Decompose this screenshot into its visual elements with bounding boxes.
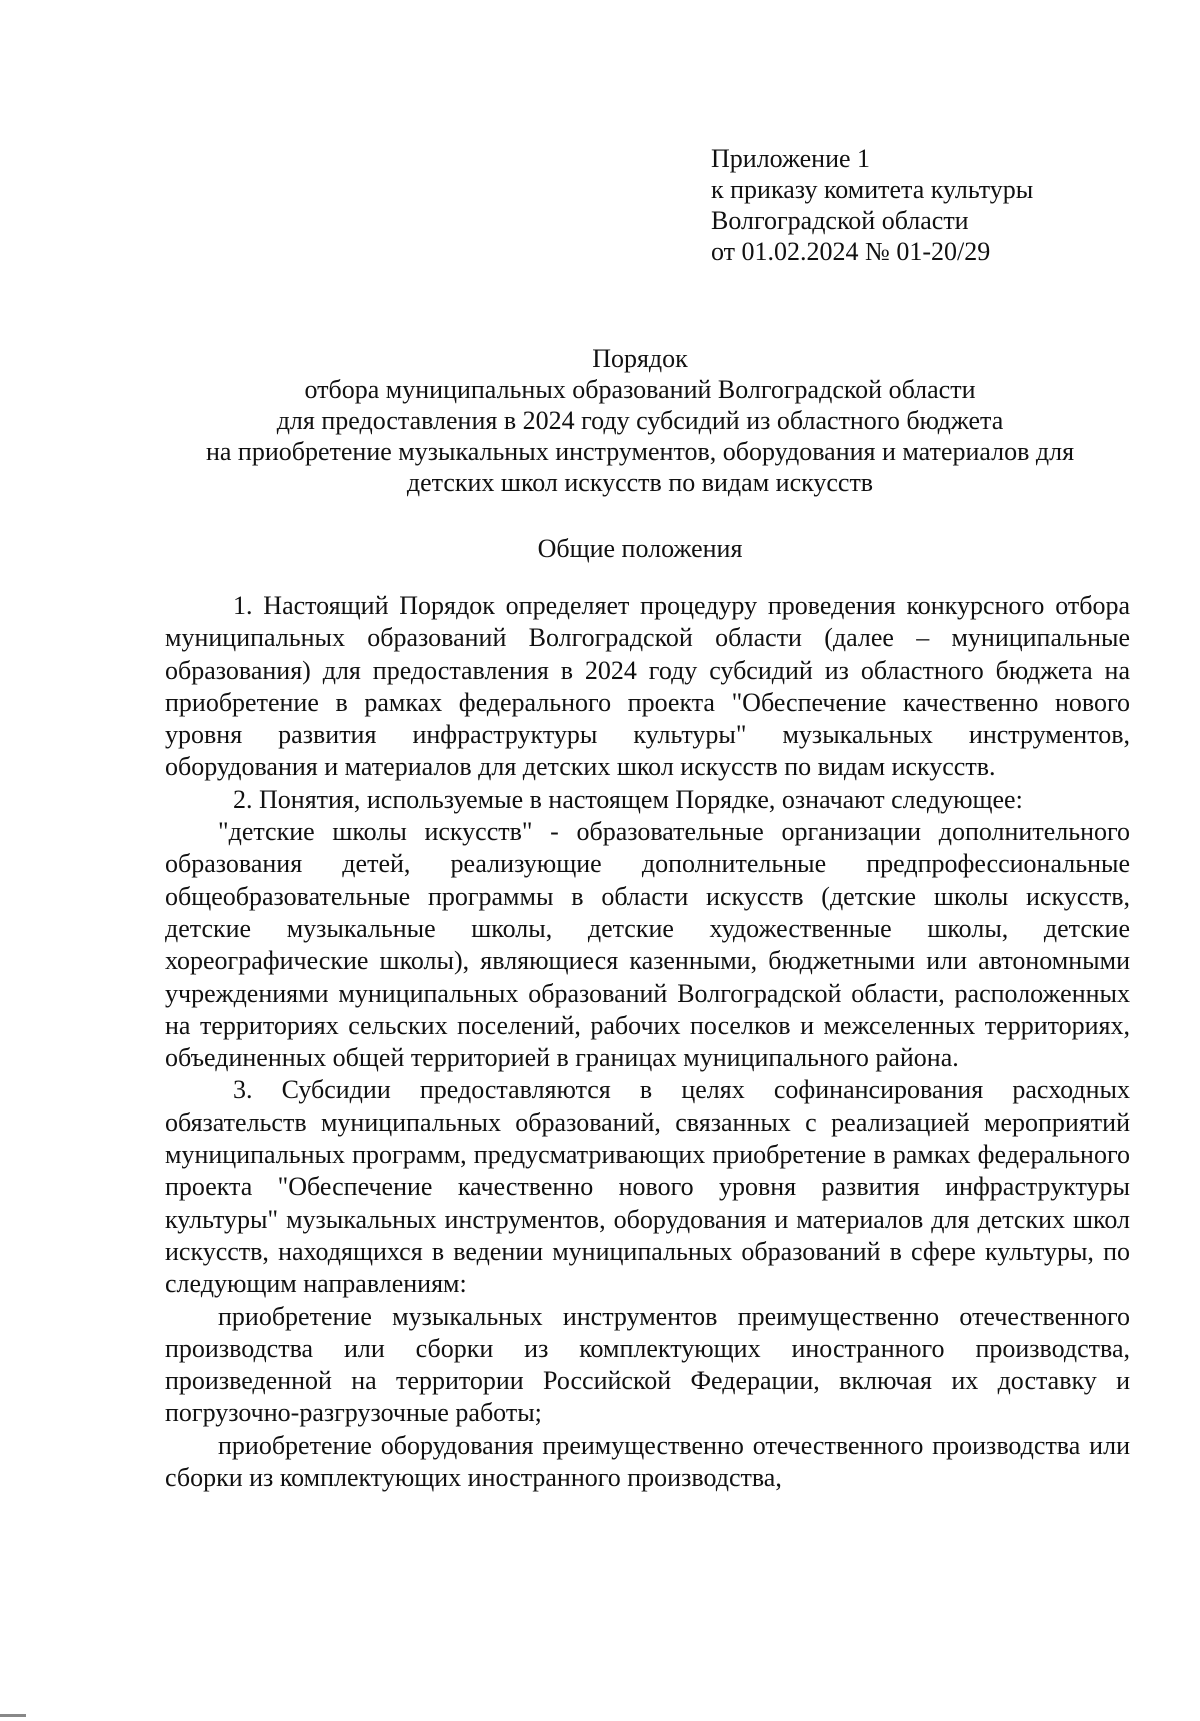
appendix-line-3: Волгоградской области [711,206,969,235]
appendix-line-1: Приложение 1 [711,144,871,173]
body-text [165,590,1130,1494]
paragraph-2: 2. Понятия, используемые в настоящем Порядке, означают следующее: [233,784,1023,814]
title-line-1: Порядок [592,344,688,373]
paragraph-3: 3. Субсидии предоставляются в целях софинансирования расходных обязательств муниципальных образований, связанных с реализацией мероприятий муниципальных программ, предусматривающих приобретение в рамках федерального проекта "Обеспечение качественно нового уровня развития инфраструктуры культуры" музыкальных инструментов, оборудования и материалов для детских школ искусств, находящихся в ведении муниципальных образований в сфере культуры, по следующим направлениям: [165,1075,1130,1299]
appendix-line-4: от 01.02.2024 № 01-20/29 [711,237,991,266]
title-line-5: детских школ искусств по видам искусств [406,468,874,497]
title-line-4: на приобретение музыкальных инструментов, оборудования и материалов для [205,437,1075,466]
appendix-line-2: к приказу комитета культуры [711,175,1034,204]
paragraph-direction-2: приобретение оборудования преимущественно отечественного производства или сборки из комплектующих иностранного производства, [165,1430,1130,1493]
scan-edge-mark [0,1714,26,1717]
title-line-3: для предоставления в 2024 году субсидий из областного бюджета [276,406,1004,435]
title-line-2: отбора муниципальных образований Волгоградской области [304,375,976,404]
appendix-header [711,143,1033,267]
document-title [160,343,1120,498]
paragraph-direction-1: приобретение музыкальных инструментов преимущественно отечественного производства или сборки из комплектующих иностранного производства, произведенной на территории Российской Федерации, включая их доставку и погрузочно-разгрузочные работы; [165,1301,1130,1428]
paragraph-1: 1. Настоящий Порядок определяет процедуру проведения конкурсного отбора муниципальных образований Волгоградской области (далее – муниципальные образования) для предоставления в 2024 году субсидий из областного бюджета на приобретение в рамках федерального проекта "Обеспечение качественно нового уровня развития инфраструктуры культуры" музыкальных инструментов, оборудования и материалов для детских школ искусств по видам искусств. [165,591,1130,782]
paragraph-definition: "детские школы искусств" - образовательные организации дополнительного образования детей, реализующие дополнительные предпрофессиональные общеобразовательные программы в области искусств (детские школы искусств, детские музыкальные школы, детские художественные школы, детские хореографические школы), являющиеся казенными, бюджетными или автономными учреждениями муниципальных образований Волгоградской области, расположенных на территориях сельских поселений, рабочих поселков и межселенных территориях, объединенных общей территорией в границах муниципального района. [165,817,1130,1073]
section-heading: Общие положения [537,534,743,563]
